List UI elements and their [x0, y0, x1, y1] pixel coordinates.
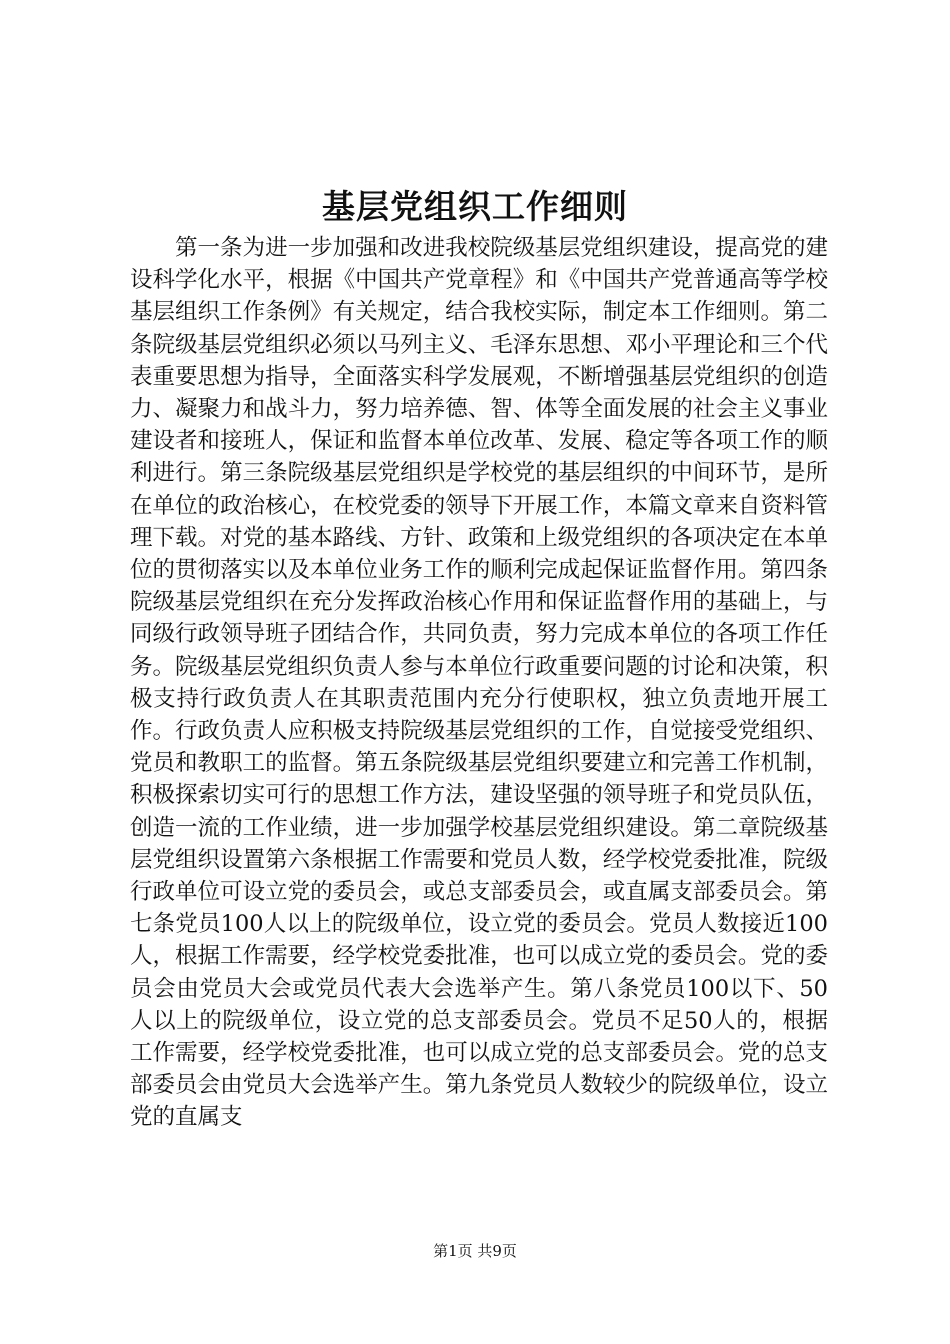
- document-title: 基层党组织工作细则: [322, 187, 628, 226]
- document-body-paragraph: 第一条为进一步加强和改进我校院级基层党组织建设，提高党的建设科学化水平，根据《中国共产党章程》和《中国共产党普通高等学校基层组织工作条例》有关规定，结合我校实际，制定本工作细则。第二条院级基层党组织必须以马列主义、毛泽东思想、邓小平理论和三个代表重要思想为指导，全面落实科学发展观，不断增强基层党组织的创造力、凝聚力和战斗力，努力培养德、智、体等全面发展的社会主义事业建设者和接班人，保证和监督本单位改革、发展、稳定等各项工作的顺利进行。第三条院级基层党组织是学校党的基层组织的中间环节，是所在单位的政治核心，在校党委的领导下开展工作，本篇文章来自资料管理下载。对党的基本路线、方针、政策和上级党组织的各项决定在本单位的贯彻落实以及本单位业务工作的顺利完成起保证监督作用。第四条院级基层党组织在充分发挥政治核心作用和保证监督作用的基础上，与同级行政领导班子团结合作，共同负责，努力完成本单位的各项工作任务。院级基层党组织负责人参与本单位行政重要问题的讨论和决策，积极支持行政负责人在其职责范围内充分行使职权，独立负责地开展工作。行政负责人应积极支持院级基层党组织的工作，自觉接受党组织、党员和教职工的监督。第五条院级基层党组织要建立和完善工作机制，积极探索切实可行的思想工作方法，建设坚强的领导班子和党员队伍，创造一流的工作业绩，进一步加强学校基层党组织建设。第二章院级基层党组织设置第六条根据工作需要和党员人数，经学校党委批准，院级行政单位可设立党的委员会，或总支部委员会，或直属支部委员会。第七条党员100人以上的院级单位，设立党的委员会。党员人数接近100人，根据工作需要，经学校党委批准，也可以成立党的委员会。党的委员会由党员大会或党员代表大会选举产生。第八条党员100以下、50人以上的院级单位，设立党的总支部委员会。党员不足50人的，根据工作需要，经学校党委批准，也可以成立党的总支部委员会。党的总支部委员会由党员大会选举产生。第九条党员人数较少的院级单位，设立党的直属支: [130, 235, 828, 1131]
- page-number-footer: 第1页 共9页: [433, 1242, 517, 1260]
